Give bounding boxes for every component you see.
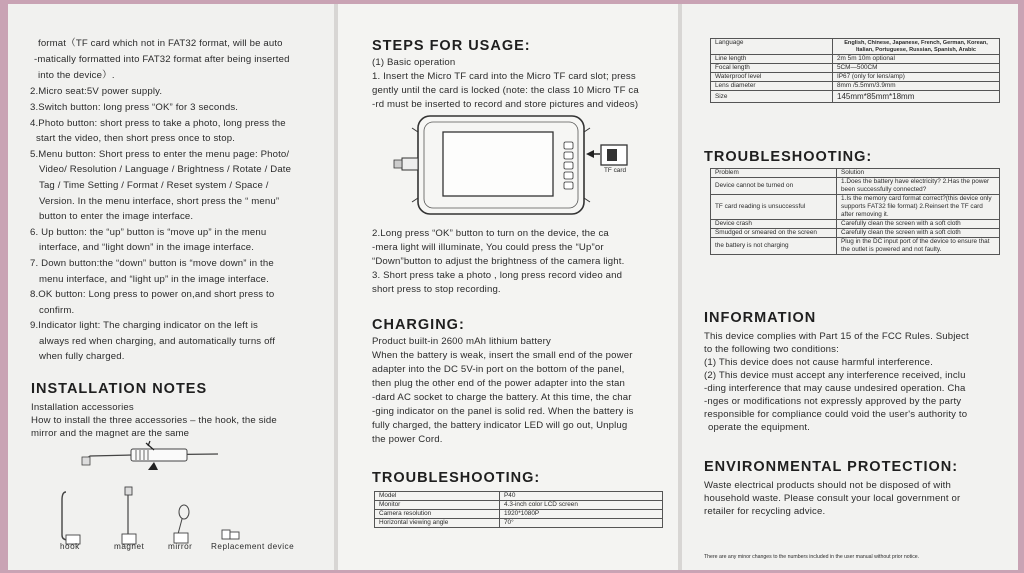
- steps-title: STEPS FOR USAGE:: [372, 38, 531, 54]
- magnet-label: magnet: [114, 542, 145, 551]
- button-item: Video/ Resolution / Language / Brightness / Rotate / Date: [39, 164, 292, 175]
- steps2-line: “Down”button to adjust the brightness of the camera light.: [372, 256, 625, 267]
- mirror-label: mirror: [168, 542, 193, 551]
- table-row: Monitor 4.3-inch color LCD screen: [375, 501, 663, 510]
- environmental-title: ENVIRONMENTAL PROTECTION:: [704, 459, 959, 475]
- replacement-device-icon: [222, 530, 230, 539]
- insert-arrow-icon: [586, 150, 594, 158]
- hook-label: hook: [60, 542, 80, 551]
- charging-line: When the battery is weak, insert the small end of the power: [372, 350, 633, 361]
- table-row: Lens diameter 8mm /5.5mm/3.9mm: [711, 82, 1000, 91]
- button-item: menu interface, and “light up” in the image interface.: [39, 274, 269, 285]
- button-item: always red when charging, and automatically turns off: [39, 336, 276, 347]
- side-buttons-icon: [564, 142, 573, 189]
- charging-line: adapter into the DC 5V-in port on the bottom of the panel,: [372, 364, 625, 375]
- button-item: 9.Indicator light: The charging indicator on the left is: [30, 320, 258, 331]
- troubleshooting-table: [710, 168, 1000, 255]
- steps-line: (1) Basic operation: [372, 57, 456, 68]
- table-row: Focal length 5CM—500CM: [711, 64, 1000, 73]
- charging-line: -ging indicator on the panel is solid red. When the battery is: [372, 406, 634, 417]
- information-line: -nges or modifications not expressly approved by the party: [704, 396, 962, 407]
- intro-line: -matically formatted into FAT32 format after being inserted: [34, 54, 290, 65]
- button-item: 7. Down button:the “down” button is “move down” in the: [30, 258, 274, 269]
- spec-table-right: [710, 38, 1000, 103]
- information-line: This device complies with Part 15 of the FCC Rules. Subject: [704, 331, 969, 342]
- button-item: 8.OK button: Long press to power on,and short press to: [30, 289, 275, 300]
- charging-title: CHARGING:: [372, 317, 465, 333]
- mirror-icon: [179, 505, 189, 519]
- information-line: operate the equipment.: [708, 422, 810, 433]
- steps2-line: 2.Long press “OK” button to turn on the device, the ca: [372, 228, 609, 239]
- button-item: Version. In the menu interface, short press the “ menu”: [39, 196, 280, 207]
- table-row: Smudged or smeared on the screen Carefully clean the screen with a soft cloth: [711, 229, 1000, 238]
- information-line: -ding interference that may cause undesired operation. Cha: [704, 383, 966, 394]
- probe-head-icon: [131, 449, 187, 461]
- button-item: button to enter the image interface.: [39, 211, 194, 222]
- installation-line: Installation accessories: [31, 402, 134, 413]
- button-item: start the video, then short press once to stop.: [36, 133, 236, 144]
- table-row: Problem Solution: [711, 169, 1000, 178]
- steps2-line: -mera light will illuminate, You could press the “Up”or: [372, 242, 604, 253]
- button-item: 6. Up button: the “up” button is “move up” in the menu: [30, 227, 267, 238]
- magnet-icon: [125, 487, 132, 495]
- button-item: when fully charged.: [39, 351, 125, 362]
- information-line: responsible for compliance could void the user's authority to: [704, 409, 968, 420]
- button-item: Tag / Time Setting / Format / Reset system / Space /: [39, 180, 269, 191]
- table-row: TF card reading is unsuccessful 1.Is the memory card format correct?(this device only supports FAT32 file format) 2.Reinsert the TF card after removing it.: [711, 195, 1000, 220]
- table-row: Camera resolution 1920*1080P: [375, 510, 663, 519]
- environmental-line: household waste. Please consult your local government or: [704, 493, 961, 504]
- intro-line: format（TF card which not in FAT32 format, will be auto: [38, 38, 283, 49]
- charging-line: the power Cord.: [372, 434, 443, 445]
- table-row: Size 145mm*85mm*18mm: [711, 91, 1000, 103]
- charging-line: then plug the other end of the power adapter into the stan: [372, 378, 625, 389]
- troubleshooting-title-right: TROUBLESHOOTING:: [704, 149, 873, 165]
- steps-line: 1. Insert the Micro TF card into the Micro TF card slot; press: [372, 71, 636, 82]
- replacement-label: Replacement device: [211, 542, 295, 551]
- information-line: (1) This device does not cause harmful interference.: [704, 357, 933, 368]
- cable-port-icon: [402, 158, 418, 170]
- button-item: interface, and “light down” in the image interface.: [39, 242, 255, 253]
- steps2-line: short press to stop recording.: [372, 284, 501, 295]
- right-panel: [682, 4, 1018, 570]
- steps-line: gently until the card is locked (note: the class 10 Micro TF ca: [372, 85, 639, 96]
- lcd-screen-icon: [443, 132, 553, 196]
- environmental-line: Waste electrical products should not be disposed of with: [704, 480, 951, 491]
- table-row: Language English, Chinese, Japanese, French, German, Korean, Italian, Portuguese, Russian, Spanish, Arabic: [711, 39, 1000, 55]
- table-row: Line length 2m 5m 10m optional: [711, 55, 1000, 64]
- steps2-line: 3. Short press take a photo , long press record video and: [372, 270, 623, 281]
- table-row: Horizontal viewing angle 70°: [375, 519, 663, 528]
- button-item: 2.Micro seat:5V power supply.: [30, 86, 163, 97]
- table-row: Waterproof level IP67 (only for lens/amp): [711, 73, 1000, 82]
- table-row: Device cannot be turned on 1.Does the battery have electricity? 2.Has the power been successfully connected?: [711, 178, 1000, 195]
- table-row: Model P40: [375, 492, 663, 501]
- footnote: There are any minor changes to the numbers included in the user manual without prior notice.: [704, 554, 920, 560]
- button-item: 4.Photo button: short press to take a photo, long press the: [30, 118, 286, 129]
- troubleshooting-title-middle: TROUBLESHOOTING:: [372, 470, 541, 486]
- environmental-line: retailer for recycling advice.: [704, 506, 826, 517]
- tf-card-label: TF card: [604, 167, 627, 174]
- installation-title: INSTALLATION NOTES: [31, 381, 208, 397]
- charging-line: fully charged, the battery indicator LED will go out, Unplug: [372, 420, 628, 431]
- arrow-up-icon: [148, 462, 158, 470]
- table-row: Device crash Carefully clean the screen with a soft cloth: [711, 220, 1000, 229]
- button-item: 3.Switch button: long press “OK” for 3 seconds.: [30, 102, 239, 113]
- information-line: (2) This device must accept any interference received, inclu: [704, 370, 966, 381]
- installation-line: mirror and the magnet are the same: [31, 428, 190, 439]
- information-line: to the following two conditions:: [704, 344, 839, 355]
- left-panel: [8, 4, 334, 570]
- middle-panel: [338, 4, 678, 570]
- button-item: 5.Menu button: Short press to enter the menu page: Photo/: [30, 149, 290, 160]
- button-item: confirm.: [39, 305, 75, 316]
- installation-line: How to install the three accessories – the hook, the side: [31, 415, 277, 426]
- information-title: INFORMATION: [704, 310, 817, 326]
- intro-line: into the device）.: [38, 70, 115, 81]
- hook-icon: [62, 492, 72, 540]
- charging-line: -dard AC socket to charge the battery. At this time, the char: [372, 392, 632, 403]
- table-row: the battery is not charging Plug in the DC input port of the device to ensure that the outlet is powered and not faulty.: [711, 238, 1000, 255]
- charging-line: Product built-in 2600 mAh lithium battery: [372, 336, 551, 347]
- steps-line: -rd must be inserted to record and store pictures and videos): [372, 99, 639, 110]
- spec-table-middle: [374, 491, 663, 528]
